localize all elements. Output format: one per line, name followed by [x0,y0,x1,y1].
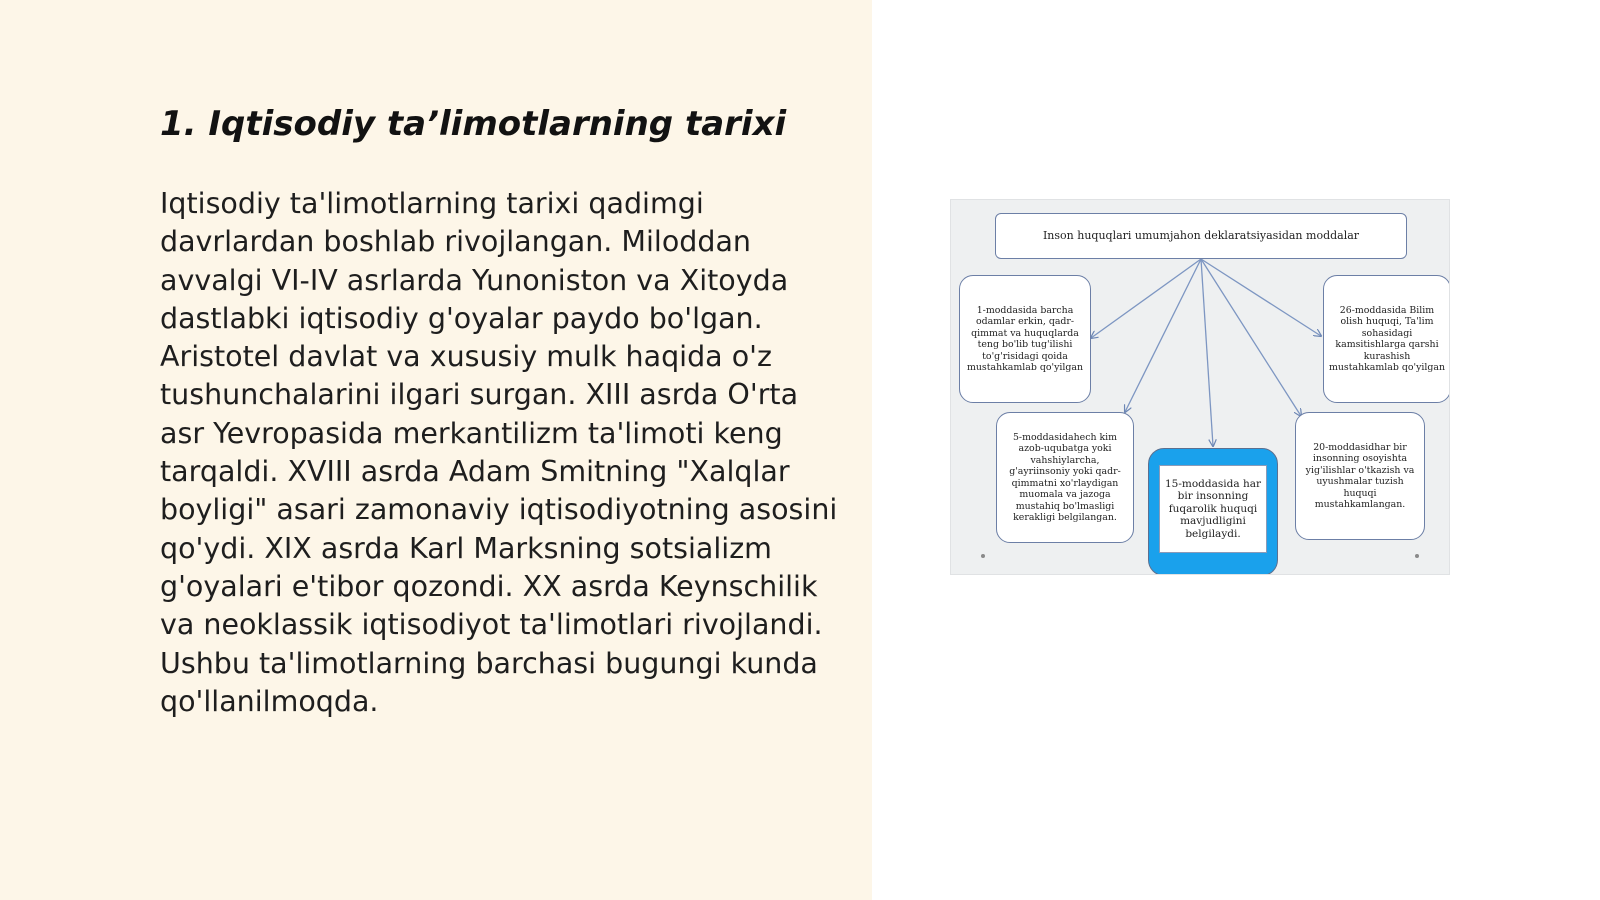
article-20-text: 20-moddasidhar bir insonning osoyishta yig'ilishlar o'tkazish va uyushmalar tuzish huquqi mustahkamlangan. [1305,441,1415,510]
connector-line [1201,259,1213,446]
article-15-text: 15-moddasida har bir insonning fuqarolik huquqi mavjudligini belgilaydi. [1165,477,1261,540]
connector-line [1201,259,1321,336]
article-20-box [1295,412,1425,540]
article-5-box [996,412,1134,543]
slide-body-text: Iqtisodiy ta'limotlarning tarixi qadimgi davrlardan boshlab rivojlangan. Miloddan avvalgi VI-IV asrlarda Yunoniston va Xitoyda dastlabki iqtisodiy g'oyalar paydo bo'lgan. Aristotel davlat va xususiy mulk haqida o'z tushunchalarini ilgari surgan. XIII asrda O'rta asr Yevropasida merkantilizm ta'limoti keng tarqaldi. XVIII asrda Adam Smitning "Xalqlar boyligi" asari zamonaviy iqtisodiyotning asosini qo'ydi. XIX asrda Karl Marksning sotsializm g'oyalari e'tibor qozondi. XX asrda Keynschilik va neoklassik iqtisodiyot ta'limotlari rivojlandi. Ushbu ta'limotlarning barchasi bugungi kunda qo'llanilmoqda. [160,187,838,718]
connector-line [1125,259,1201,412]
article-15-box [1148,448,1278,575]
article-5-text: 5-moddasidahech kim azob-uqubatga yoki vahshiylarcha, g'ayriinsoniy yoki qadr-qimmatni xo'rlaydigan muomala va jazoga mustahiq bo'lmasligi kerakligi belgilangan. [1009,431,1121,523]
article-26-text: 26-moddasida Bilim olish huquqi, Ta'lim sohasidagi kamsitishlarga qarshi kurashish mustahkamlab qo'yilgan [1328,304,1445,373]
article-15-inner [1159,465,1267,553]
article-26-box [1323,275,1450,403]
diagram-title: Inson huquqlari umumjahon deklaratsiyasidan moddalar [1042,229,1360,243]
article-1-box [959,275,1091,403]
diagram-figure [950,199,1450,575]
article-1-text: 1-moddasida barcha odamlar erkin, qadr-qimmat va huquqlarda teng bo'lib tug'ilishi to'g'risidagi qoida mustahkamlab qo'yilgan [966,304,1083,373]
connector-line [1091,259,1201,338]
diagram-title-box [995,213,1407,259]
connector-line [1201,259,1301,416]
slide-title: 1. Iqtisodiy ta’limotlarning tarixi [160,104,787,144]
